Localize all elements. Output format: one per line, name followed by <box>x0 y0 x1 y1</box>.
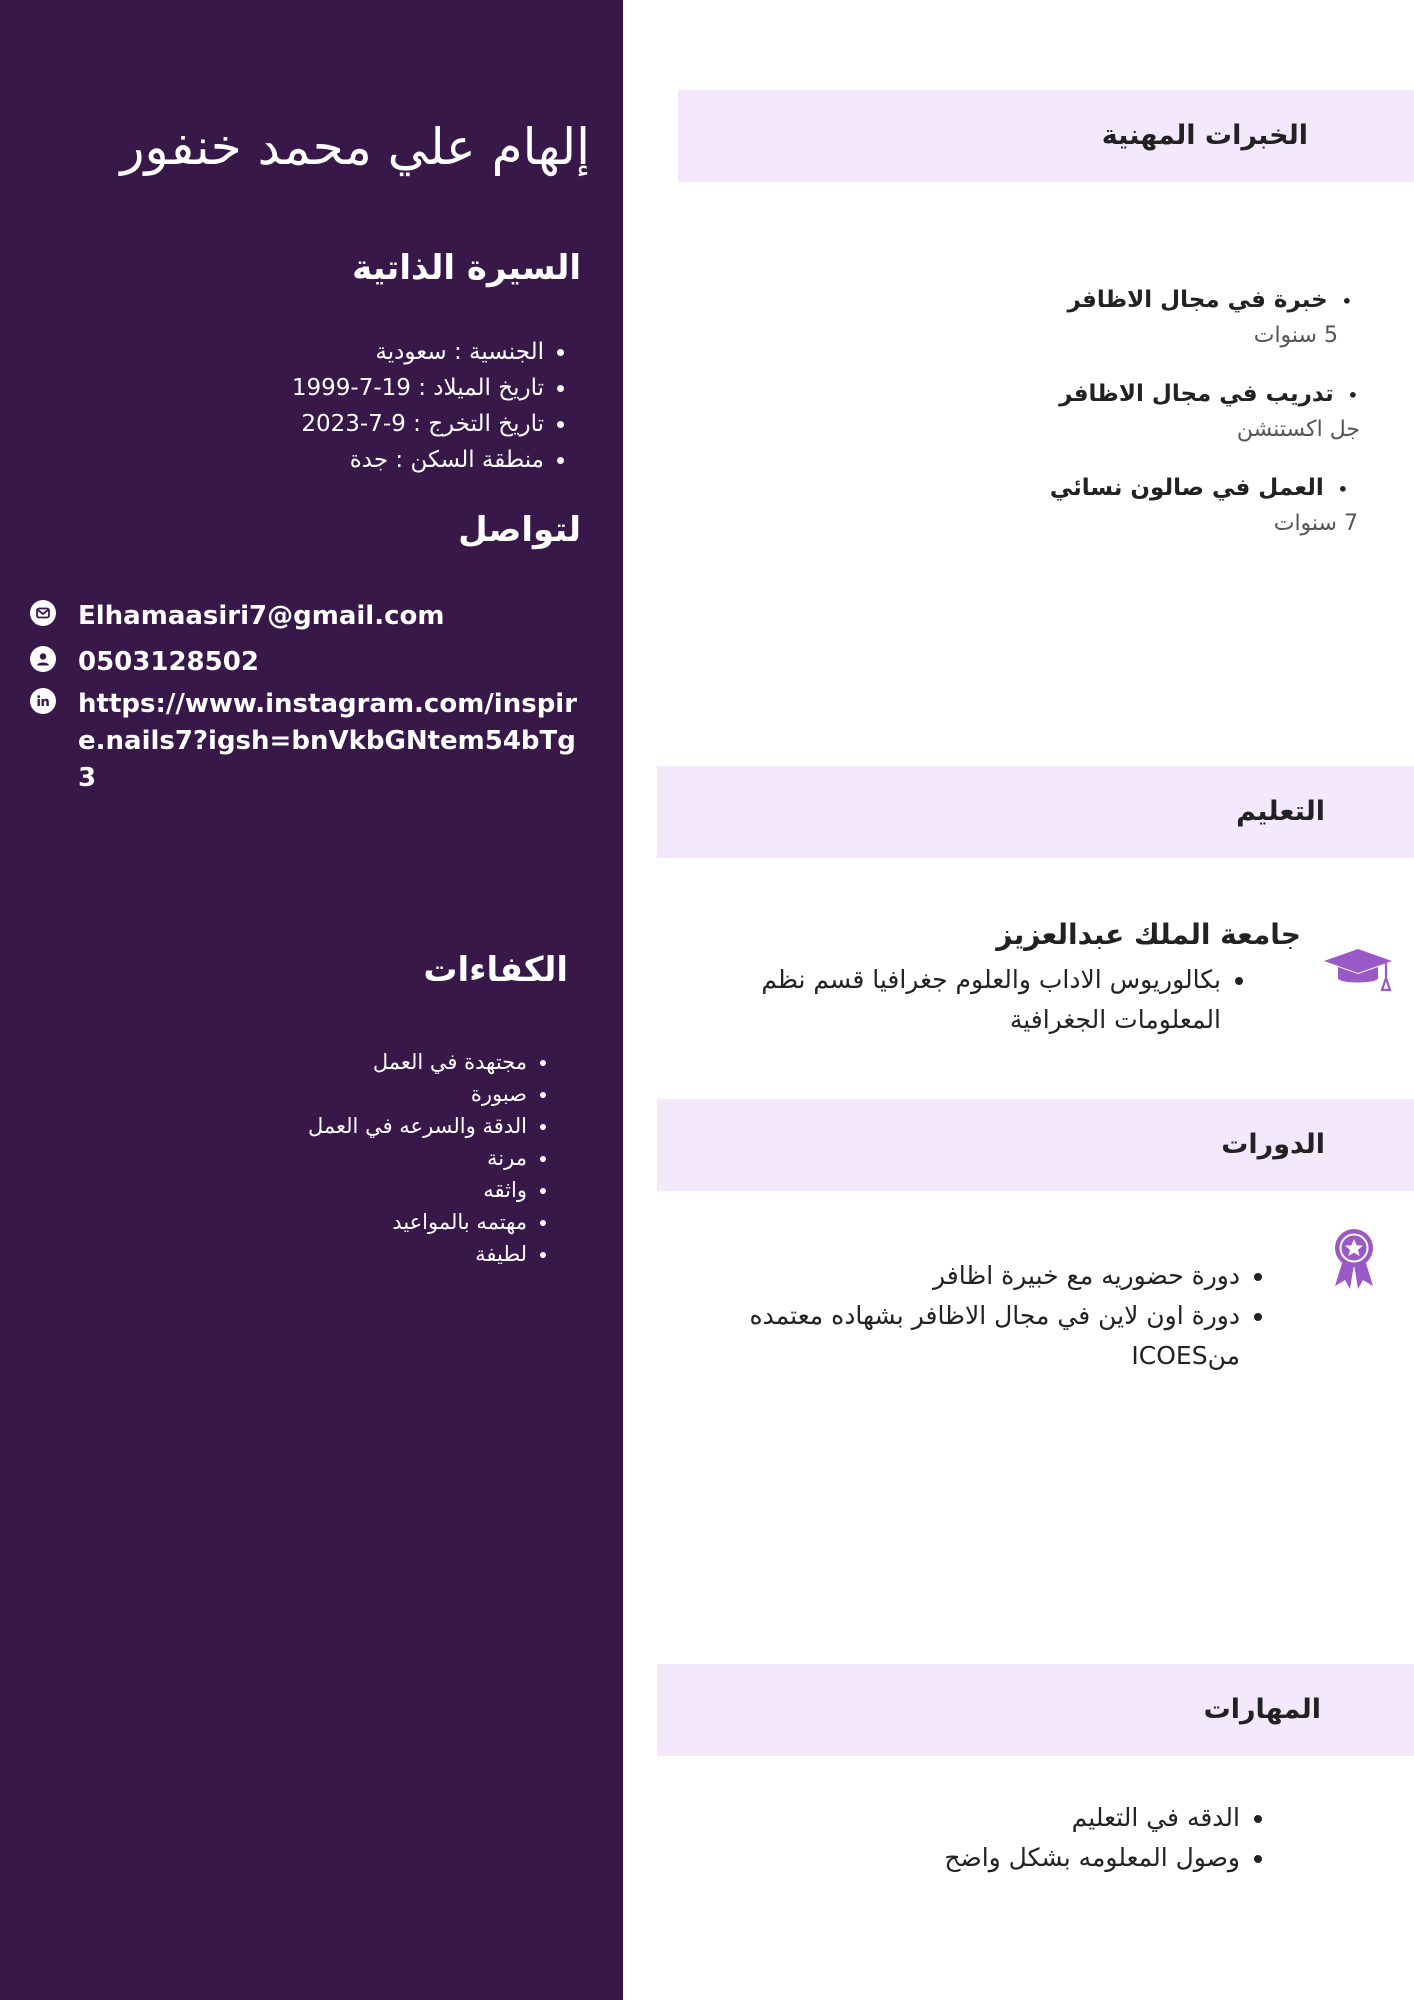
contact-email[interactable]: Elhamaasiri7@gmail.com <box>78 601 445 631</box>
skills-list <box>720 1798 1272 1878</box>
competency-item: • مجتهدة في العمل <box>308 1046 527 1078</box>
education-university: جامعة الملك عبدالعزيز <box>996 918 1301 951</box>
bio-list <box>292 334 570 478</box>
bio-nationality: • الجنسية : سعودية <box>292 334 544 370</box>
course-item: • دورة اون لاين في مجال الاظافر بشهاده معتمده منICOES <box>720 1296 1240 1376</box>
experience-detail: 5 سنوات <box>1253 323 1338 348</box>
competency-item: • الدقة والسرعه في العمل <box>308 1110 527 1142</box>
contact-heading: لتواصل <box>458 510 581 550</box>
courses-band <box>657 1099 1414 1191</box>
graduation-cap-icon <box>1322 944 1394 998</box>
experience-title: العمل في صالون نسائي <box>1049 475 1324 501</box>
course-item: • دورة حضوريه مع خبيرة اظافر <box>720 1256 1240 1296</box>
education-heading: التعليم <box>1236 796 1325 827</box>
competency-item: • واثقه <box>308 1174 527 1206</box>
person-icon <box>30 646 56 672</box>
courses-list <box>720 1256 1272 1376</box>
experience-band <box>678 90 1414 182</box>
bullet: • <box>1341 292 1352 311</box>
competencies-heading: الكفاءات <box>423 950 568 990</box>
competency-item: • مهتمه بالمواعيد <box>308 1206 527 1238</box>
education-band <box>657 766 1414 858</box>
competencies-list <box>308 1046 553 1270</box>
email-icon <box>30 600 56 626</box>
experience-item <box>1059 377 1358 447</box>
person-name: إلهام علي محمد خنفور <box>120 118 590 176</box>
experience-heading: الخبرات المهنية <box>1101 120 1308 151</box>
experience-title: خبرة في مجال الاظافر <box>1067 287 1328 313</box>
competency-item: • مرنة <box>308 1142 527 1174</box>
skills-heading: المهارات <box>1203 1694 1321 1725</box>
contact-email-row <box>30 598 444 635</box>
experience-detail: 7 سنوات <box>1273 511 1358 536</box>
bio-birthdate: • تاريخ الميلاد : 19-7-1999 <box>292 370 544 406</box>
courses-heading: الدورات <box>1221 1129 1325 1160</box>
bio-graduation-date: • تاريخ التخرج : 9-7-2023 <box>292 406 544 442</box>
education-list <box>761 960 1253 1040</box>
bullet: • <box>1347 386 1358 405</box>
sidebar <box>0 0 623 2000</box>
experience-title: تدريب في مجال الاظافر <box>1059 381 1334 407</box>
bullet: • <box>1337 480 1348 499</box>
contact-instagram-row <box>30 686 578 797</box>
competency-item: • لطيفة <box>308 1238 527 1270</box>
education-degree: • بكالوريوس الاداب والعلوم جغرافيا قسم نظم المعلومات الجغرافية <box>761 960 1221 1040</box>
bio-heading: السيرة الذاتية <box>352 248 581 288</box>
skills-band <box>657 1664 1414 1756</box>
contact-instagram[interactable]: https://www.instagram.com/inspire.nails7?igsh=bnVkbGNtem54bTg3 <box>78 689 578 793</box>
competency-item: • صبورة <box>308 1078 527 1110</box>
contact-phone-row <box>30 644 259 681</box>
skill-item: • وصول المعلومه بشكل واضح <box>720 1838 1240 1878</box>
skill-item: • الدقه في التعليم <box>720 1798 1240 1838</box>
award-ribbon-icon <box>1331 1226 1377 1294</box>
experience-item <box>1049 471 1358 541</box>
experience-item <box>1067 283 1352 353</box>
contact-phone[interactable]: 0503128502 <box>78 647 259 677</box>
linkedin-icon <box>30 688 56 714</box>
bio-residence: • منطقة السكن : جدة <box>292 442 544 478</box>
experience-detail: جل اكستنشن <box>1236 417 1360 442</box>
